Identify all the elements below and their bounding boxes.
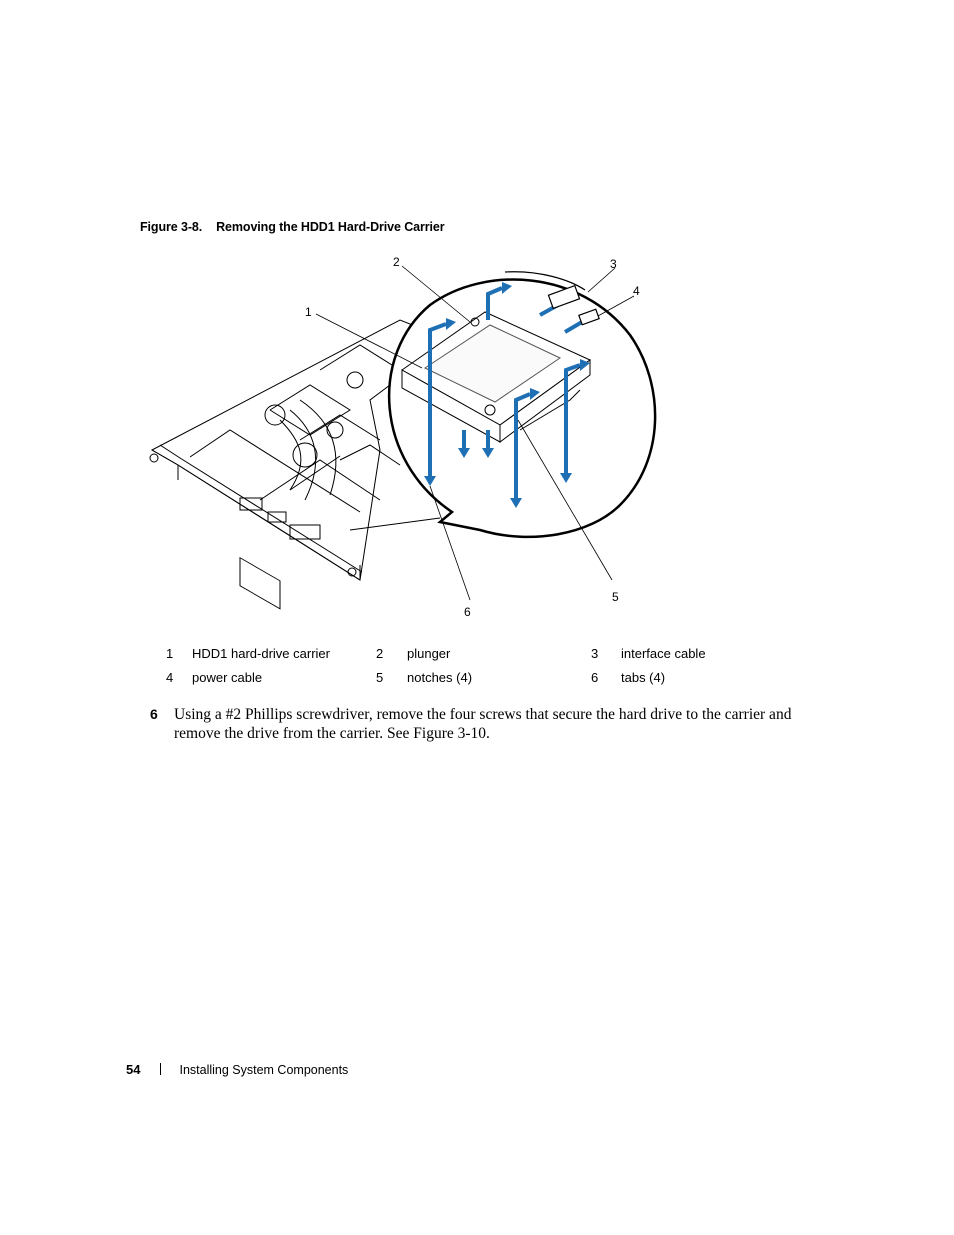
legend-number: 1 xyxy=(166,646,174,661)
legend-label: HDD1 hard-drive carrier xyxy=(192,646,330,661)
callout-2: 2 xyxy=(393,255,400,269)
legend-label: power cable xyxy=(192,670,263,685)
page-number: 54 xyxy=(126,1062,141,1077)
legend-number: 4 xyxy=(166,670,174,685)
figure-label: Figure 3-8. xyxy=(140,220,203,234)
legend-label: notches (4) xyxy=(407,670,473,685)
step-text: Using a #2 Phillips screwdriver, remove the four screws that secure the hard drive to the carrier and remove the drive from the carrier. See Figure 3-10. xyxy=(174,706,792,742)
legend-label: tabs (4) xyxy=(621,670,666,685)
callout-5: 5 xyxy=(612,590,619,604)
legend-label: interface cable xyxy=(621,646,706,661)
callout-1: 1 xyxy=(305,305,312,319)
step-number: 6 xyxy=(150,706,158,722)
legend-number: 5 xyxy=(376,670,384,685)
figure-title: Removing the HDD1 Hard-Drive Carrier xyxy=(216,220,445,234)
footer-divider xyxy=(160,1063,161,1075)
legend-number: 6 xyxy=(591,670,599,685)
callout-3: 3 xyxy=(610,257,617,271)
callout-6: 6 xyxy=(464,605,471,619)
figure-caption xyxy=(140,220,445,234)
legend-number: 3 xyxy=(591,646,599,661)
figure-illustration xyxy=(140,250,680,630)
callout-4: 4 xyxy=(633,284,640,298)
legend-label: plunger xyxy=(407,646,451,661)
legend-number: 2 xyxy=(376,646,384,661)
procedure-step xyxy=(150,705,810,743)
page-footer xyxy=(126,1062,348,1077)
footer-section-title: Installing System Components xyxy=(179,1063,349,1077)
